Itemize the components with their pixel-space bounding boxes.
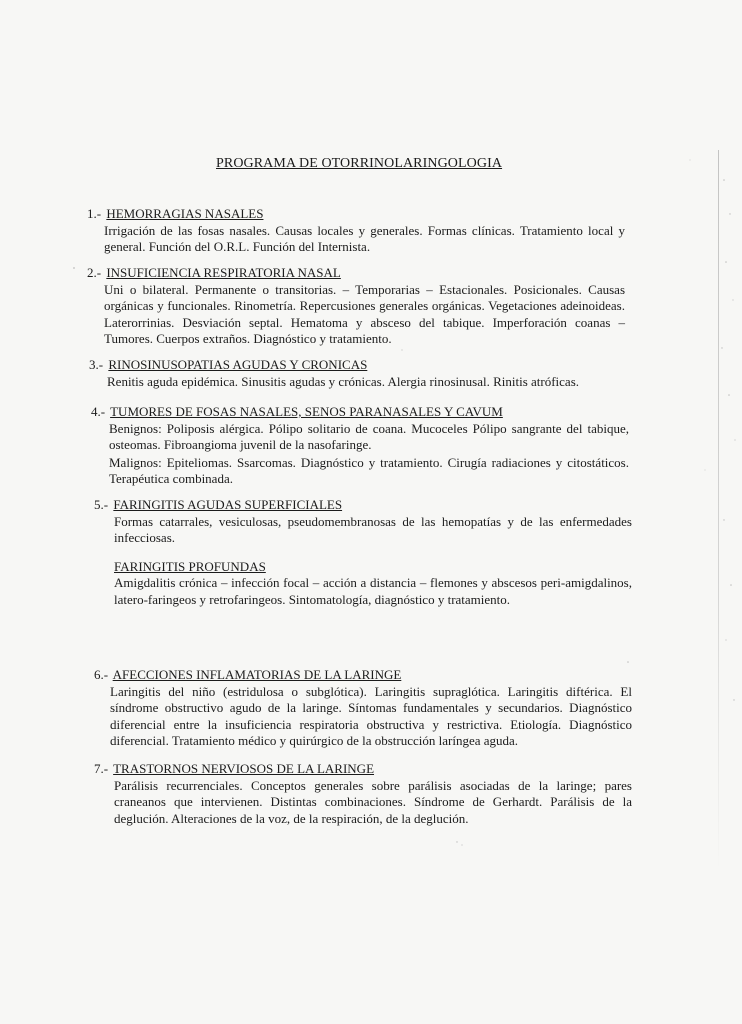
section-paragraph: Irrigación de las fosas nasales. Causas locales y generales. Formas clínicas. Tratamiento local y general. Función del O.R.L. Función del Internista. <box>104 222 625 254</box>
section-paragraph: Renitis aguda epidémica. Sinusitis agudas y crónicas. Alergia rinosinusal. Rinitis atróficas. <box>107 373 580 389</box>
section-heading <box>94 761 632 778</box>
section-body <box>87 223 625 256</box>
section-title: INSUFICIENCIA RESPIRATORIA NASAL <box>106 265 341 280</box>
section-title: AFECCIONES INFLAMATORIAS DE LA LARINGE <box>112 667 402 682</box>
section-number: 1.- <box>87 206 102 221</box>
section-heading <box>94 497 632 514</box>
section-title: FARINGITIS AGUDAS SUPERFICIALES <box>113 497 343 512</box>
section-paragraph: Laringitis del niño (estridulosa o subglótica). Laringitis supraglótica. Laringitis diftérica. El síndrome obstructivo agudo de la laringe. Síntomas fundamentales y secundarios. Diagnóstico diferencial entre la insuficiencia respiratoria obstructiva y restrictiva. Etiología. Diagnóstico diferencial. Tratamiento médico y quirúrgico de la obstrucción laríngea aguda. <box>110 683 632 748</box>
section-title: HEMORRAGIAS NASALES <box>106 206 264 221</box>
section-body <box>94 778 632 828</box>
section-title: TUMORES DE FOSAS NASALES, SENOS PARANASALES Y CAVUM <box>110 404 503 419</box>
section-title: RINOSINUSOPATIAS AGUDAS Y CRONICAS <box>108 357 368 372</box>
section-body <box>87 282 625 348</box>
section-number: 6.- <box>94 667 109 682</box>
section-number: 2.- <box>87 265 102 280</box>
section-1 <box>87 206 625 256</box>
section-body <box>91 421 629 488</box>
section-7 <box>94 761 632 827</box>
section-heading <box>89 357 623 374</box>
section-3 <box>89 357 623 390</box>
section-body <box>94 514 632 609</box>
scan-edge-line <box>718 150 719 870</box>
section-number: 5.- <box>94 497 109 512</box>
section-number: 3.- <box>89 357 104 372</box>
section-paragraph: Benignos: Poliposis alérgica. Pólipo solitario de coana. Mucoceles Pólipo sangrante del tabique, osteomas. Fibroangioma juvenil de la nasofaringe. <box>109 420 629 452</box>
section-heading <box>87 206 625 223</box>
section-5 <box>94 497 632 608</box>
section-paragraph: Formas catarrales, vesiculosas, pseudomembranosas de las hemopatías y de las enfermedades infecciosas. <box>114 513 632 545</box>
section-2 <box>87 265 625 348</box>
section-paragraph: Parálisis recurrenciales. Conceptos generales sobre parálisis asociadas de la laringe; pares craneanos que intervienen. Distintas combinaciones. Síndrome de Gerhardt. Parálisis de la deglución. Alteraciones de la voz, de la respiración, de la deglución. <box>114 777 632 826</box>
section-paragraph: Amigdalitis crónica – infección focal – acción a distancia – flemones y abscesos peri-amigdalinos, latero-faringeos y retrofaringeos. Sintomatología, diagnóstico y tratamiento. <box>114 575 632 607</box>
section-title: TRASTORNOS NERVIOSOS DE LA LARINGE <box>113 761 375 776</box>
section-paragraph: Uni o bilateral. Permanente o transitorias. – Temporarias – Estacionales. Posicionales. Causas orgánicas y funcionales. Rinometría. Repercusiones generales orgánicas. Vegetaciones adeinoideas. Laterorrinias. Desviación septal. Hematoma y absceso del tabique. Imperforación coanas – Tumores. Cuerpos extraños. Diagnóstico y tratamiento. <box>104 281 625 346</box>
section-heading <box>87 265 625 282</box>
section-body <box>89 374 623 391</box>
page-title: PROGRAMA DE OTORRINOLARINGOLOGIA <box>216 156 503 171</box>
section-number: 4.- <box>91 404 106 419</box>
section-4 <box>91 404 629 488</box>
section-subheading: FARINGITIS PROFUNDAS <box>114 558 266 574</box>
section-number: 7.- <box>94 761 109 776</box>
section-paragraph: Malignos: Epiteliomas. Ssarcomas. Diagnóstico y tratamiento. Cirugía radiaciones y citostáticos. Terapéutica combinada. <box>109 454 629 486</box>
section-6 <box>94 667 632 750</box>
section-heading <box>91 404 629 421</box>
section-body <box>94 684 632 750</box>
section-heading <box>94 667 632 684</box>
